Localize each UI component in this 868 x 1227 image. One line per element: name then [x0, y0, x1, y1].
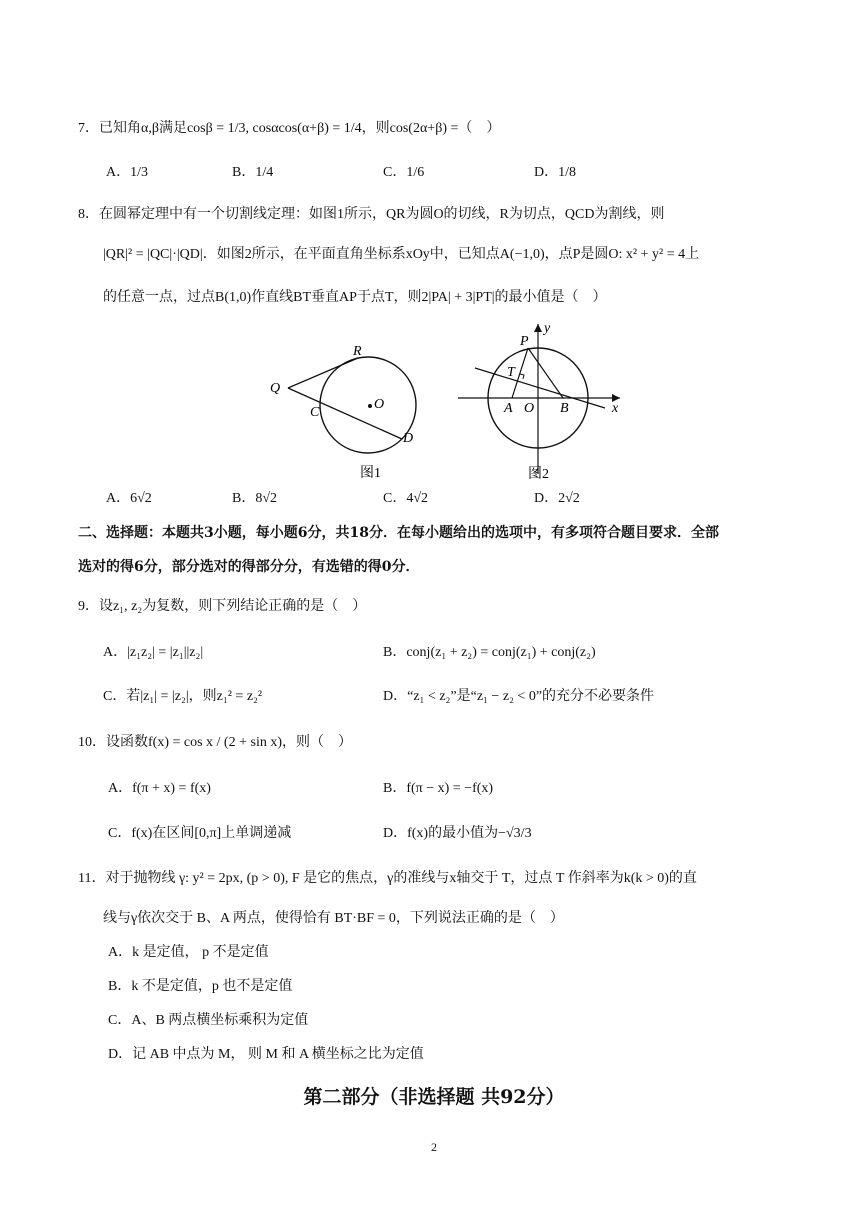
fig1-secant-qd — [288, 388, 402, 439]
fig2-label-b: B — [560, 401, 569, 416]
q9-stem: 9．设z₁, z₂为复数，则下列结论正确的是（ ） — [78, 599, 367, 614]
q10-option-d: D．f(x)的最小值为−√3/3 — [383, 826, 532, 841]
fig2-right-angle — [520, 374, 524, 379]
fig2-line-pb — [528, 348, 563, 398]
q8-line1: 8．在圆幂定理中有一个切割线定理：如图1所示，QR为圆O的切线，R为切点，QCD为割线，则 — [78, 207, 665, 222]
q8-option-a: A．6√2 — [106, 491, 152, 506]
q10-option-b: B．f(π − x) = −f(x) — [383, 781, 494, 796]
fig2-label-a: A — [504, 401, 513, 416]
q10-option-a: A．f(π + x) = f(x) — [108, 781, 211, 796]
q8-option-c: C．4√2 — [383, 491, 429, 506]
fig1-label-d: D — [403, 431, 414, 446]
q7-option-d: D．1/8 — [534, 165, 576, 180]
part2-title: 第二部分（非选择题 共92分） — [303, 1086, 565, 1108]
fig2-label-o: O — [524, 401, 535, 416]
fig1-label-o: O — [374, 397, 385, 412]
q10-stem: 10．设函数f(x) = cos x / (2 + sin x)，则（ ） — [78, 735, 352, 750]
section2-instructions-line1: 二、选择题：本题共3小题，每小题6分，共18分．在每小题给出的选项中，有多项符合题目要求．全部 — [78, 525, 719, 541]
q7-stem: 7．已知角α,β满足cosβ = 1/3, cosαcos(α+β) = 1/4，则cos(2α+β) =（ ） — [78, 121, 501, 136]
q8-line2: |QR|² = |QC|·|QD|．如图2所示，在平面直角坐标系xOy中，已知点A(−1,0)，点P是圆O: x² + y² = 4上 — [103, 247, 700, 262]
q9-option-a: A．|z₁z₂| = |z₁||z₂| — [103, 645, 204, 660]
q8-line3: 的任意一点，过点B(1,0)作直线BT垂直AP于点T，则2|PA| + 3|PT|的最小值是（ ） — [103, 290, 607, 305]
q8-option-d: D．2√2 — [534, 491, 580, 506]
q9-option-c: C．若|z₁| = |z₂|，则z₁² = z₂² — [103, 689, 263, 704]
fig2-label-t: T — [507, 365, 515, 380]
q7-option-b: B．1/4 — [232, 165, 274, 180]
q9-option-b: B．conj(z₁ + z₂) = conj(z₁) + conj(z₂) — [383, 645, 596, 660]
figure-1 — [260, 335, 430, 485]
q10-option-c: C．f(x)在区间[0,π]上单调递减 — [108, 826, 292, 841]
fig2-y-arrow — [534, 324, 542, 332]
q11-option-c: C．A、B 两点横坐标乘积为定值 — [108, 1013, 309, 1028]
fig2-label-p: P — [520, 334, 529, 349]
fig1-label-q: Q — [270, 381, 281, 396]
q9-option-d: D．“z₁ < z₂”是“z₁ − z₂ < 0”的充分不必要条件 — [383, 689, 655, 704]
fig2-line-bt — [475, 368, 605, 408]
fig1-center-dot — [368, 404, 372, 408]
section2-instructions-line2: 选对的得6分，部分选对的得部分分，有选错的得0分． — [78, 559, 420, 575]
q11-line1: 11．对于抛物线 γ: y² = 2px, (p > 0), F 是它的焦点，γ的准线与x轴交于 T，过点 T 作斜率为k(k > 0)的直 — [78, 871, 697, 886]
fig2-label-x: x — [612, 401, 619, 416]
q11-option-a: A．k 是定值， p 不是定值 — [108, 945, 269, 960]
q11-line2: 线与γ依次交于 B、A 两点，使得恰有 BT·BF = 0，下列说法正确的是（ ） — [103, 911, 564, 926]
q8-option-b: B．8√2 — [232, 491, 278, 506]
fig2-label-y: y — [544, 321, 551, 336]
figure-2 — [450, 318, 630, 483]
fig1-caption: 图1 — [360, 466, 381, 481]
fig1-label-r: R — [353, 344, 362, 359]
fig2-caption: 图2 — [528, 467, 549, 482]
q7-option-c: C．1/6 — [383, 165, 425, 180]
q11-option-b: B．k 不是定值，p 也不是定值 — [108, 979, 293, 994]
page-number: 2 — [431, 1140, 437, 1154]
q11-option-d: D．记 AB 中点为 M， 则 M 和 A 横坐标之比为定值 — [108, 1047, 424, 1062]
fig1-label-c: C — [310, 405, 320, 420]
fig1-tangent-qr — [288, 358, 358, 388]
q7-option-a: A．1/3 — [106, 165, 148, 180]
